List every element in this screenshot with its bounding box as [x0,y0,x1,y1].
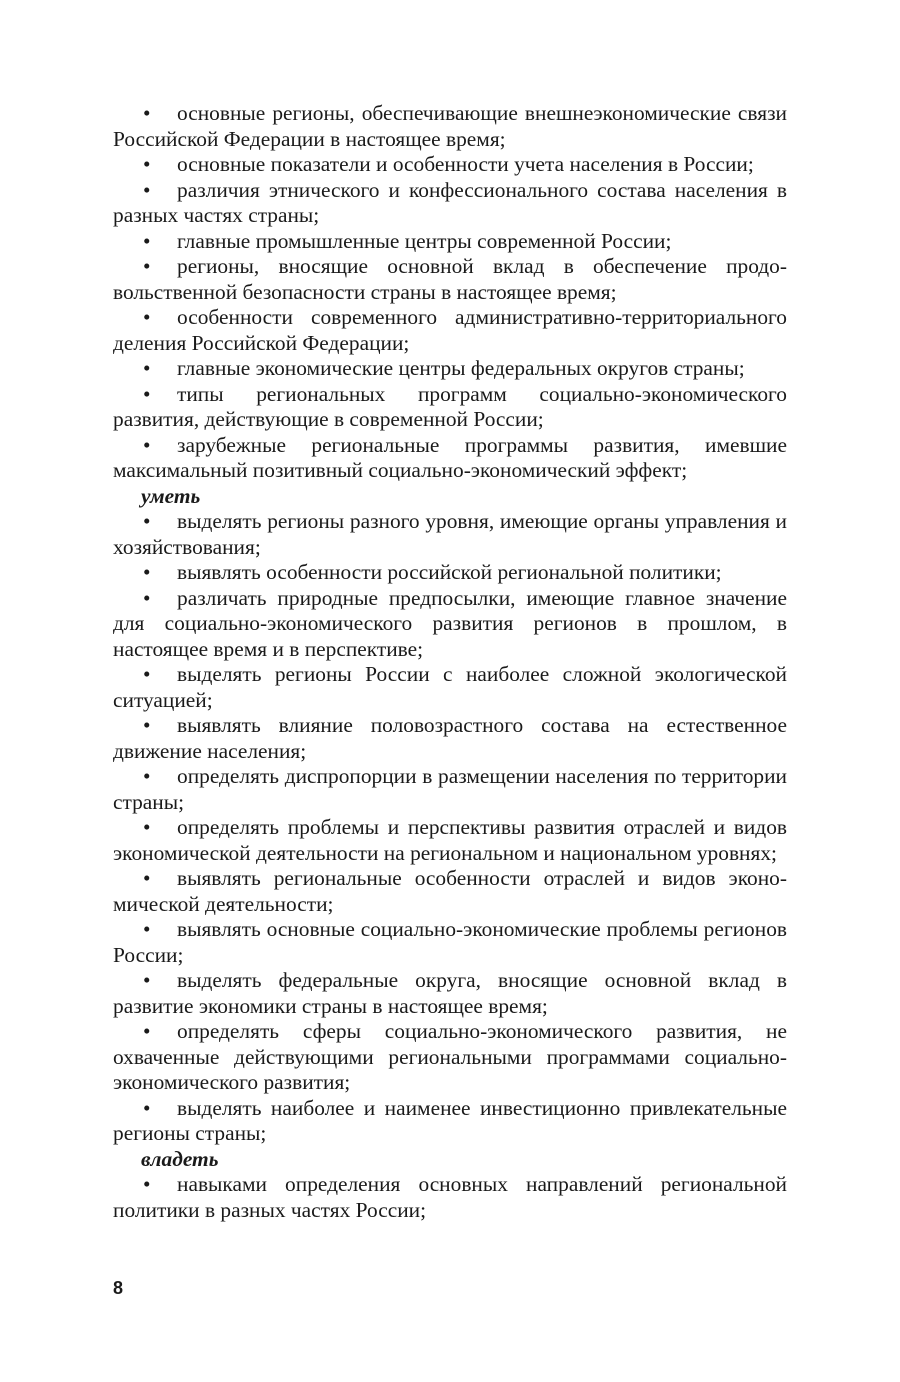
list-item [113,815,787,866]
bullet-icon: • [143,585,151,610]
list-item [113,1019,787,1096]
list-item [113,764,787,815]
bullet-icon: • [143,432,151,457]
bullet-icon: • [143,356,151,380]
list-item-text: регионы, вносящие основной вклад в обеспечение продовольственной безопасности страны в настоящее время; [113,254,787,304]
list-item [113,509,787,560]
list-item-text: главные экономические центры федеральных округов страны; [177,356,745,380]
list-item-text: различия этнического и конфессионального состава населения в разных частях страны; [113,177,787,227]
list-item-text: зарубежные региональные программы развития, имевшие максимальный позитивный социально-экономический эффект; [113,432,787,482]
bullet-icon: • [143,152,151,176]
list-item-text: навыками определения основных направлений региональной политики в разных частях России; [113,1172,787,1222]
list-item-text: выявлять влияние половозрастного состава на естественное движение населения; [113,713,787,763]
list-item-text: различать природные предпосылки, имеющие главное значение для социально-экономического развития регионов в прошлом, в настоящее время и в перспективе; [113,585,787,661]
bullet-icon: • [143,866,151,890]
list-item-text: особенности современного административно-территориального деления Российской Федерации; [113,305,787,355]
list-item [113,1172,787,1223]
list-item [113,229,787,255]
skills-heading: уметь [141,483,201,508]
bullet-icon: • [143,968,151,992]
bullet-icon: • [143,815,151,839]
list-item [113,560,787,586]
list-item-text: выделять регионы России с наиболее сложной экологической ситуацией; [113,662,787,712]
list-item-text: главные промышленные центры современной России; [177,228,672,253]
list-item [113,305,787,356]
bullet-icon: • [143,917,151,941]
bullet-icon: • [143,1172,151,1196]
list-item-text: выделять наиболее и наименее инвестиционно привлекательные регионы страны; [113,1095,787,1145]
list-item-text: выделять федеральные округа, вносящие основной вклад в развитие экономики страны в настоящее время; [113,968,787,1018]
list-item [113,662,787,713]
list-item [113,382,787,433]
list-item-text: определять диспропорции в размещении населения по территории страны; [113,764,787,814]
bullet-icon: • [143,1019,151,1043]
list-item-text: выявлять особенности российской региональной политики; [177,560,722,584]
list-item [113,586,787,663]
bullet-icon: • [143,305,151,329]
list-item [113,866,787,917]
list-item [113,917,787,968]
list-item [113,713,787,764]
list-item [113,356,787,382]
list-item-text: определять сферы социально-экономического развития, не охваченные действующими региональными программами социально-экономического развития; [113,1019,787,1094]
bullet-icon: • [143,662,151,686]
bullet-icon: • [143,254,151,278]
skills-list [113,509,787,1147]
bullet-icon: • [143,764,151,788]
bullet-icon: • [143,101,151,125]
list-item [113,152,787,178]
bullet-icon: • [143,509,151,533]
list-item-text: основные показатели и особенности учета населения в России; [177,152,754,176]
list-item-text: определять проблемы и перспективы развития отраслей и видов экономической деятельности на региональном и национальном уровнях; [113,815,787,865]
list-item [113,433,787,484]
list-item [113,254,787,305]
list-item-text: выявлять основные социально-экономические проблемы регионов России; [113,917,787,967]
bullet-icon: • [143,1095,151,1120]
list-item-text: типы региональных программ социально-экономического развития, действующие в современной России; [113,381,787,431]
know-list [113,101,787,484]
list-item [113,101,787,152]
page-number: 8 [113,1278,124,1298]
page-body [113,101,787,1223]
list-item-text: выявлять региональные особенности отраслей и видов экономической деятельности; [113,866,787,916]
list-item-text: основные регионы, обеспечивающие внешнеэкономические связи Российской Федерации в настоящее время; [113,101,787,151]
list-item [113,178,787,229]
list-item [113,968,787,1019]
bullet-icon: • [143,228,151,253]
bullet-icon: • [143,381,151,406]
bullet-icon: • [143,713,151,737]
master-heading: владеть [141,1146,219,1171]
bullet-icon: • [143,560,151,584]
list-item [113,1096,787,1147]
list-item-text: выделять регионы разного уровня, имеющие органы управления и хозяйствования; [113,509,787,559]
bullet-icon: • [143,177,151,202]
master-list [113,1172,787,1223]
